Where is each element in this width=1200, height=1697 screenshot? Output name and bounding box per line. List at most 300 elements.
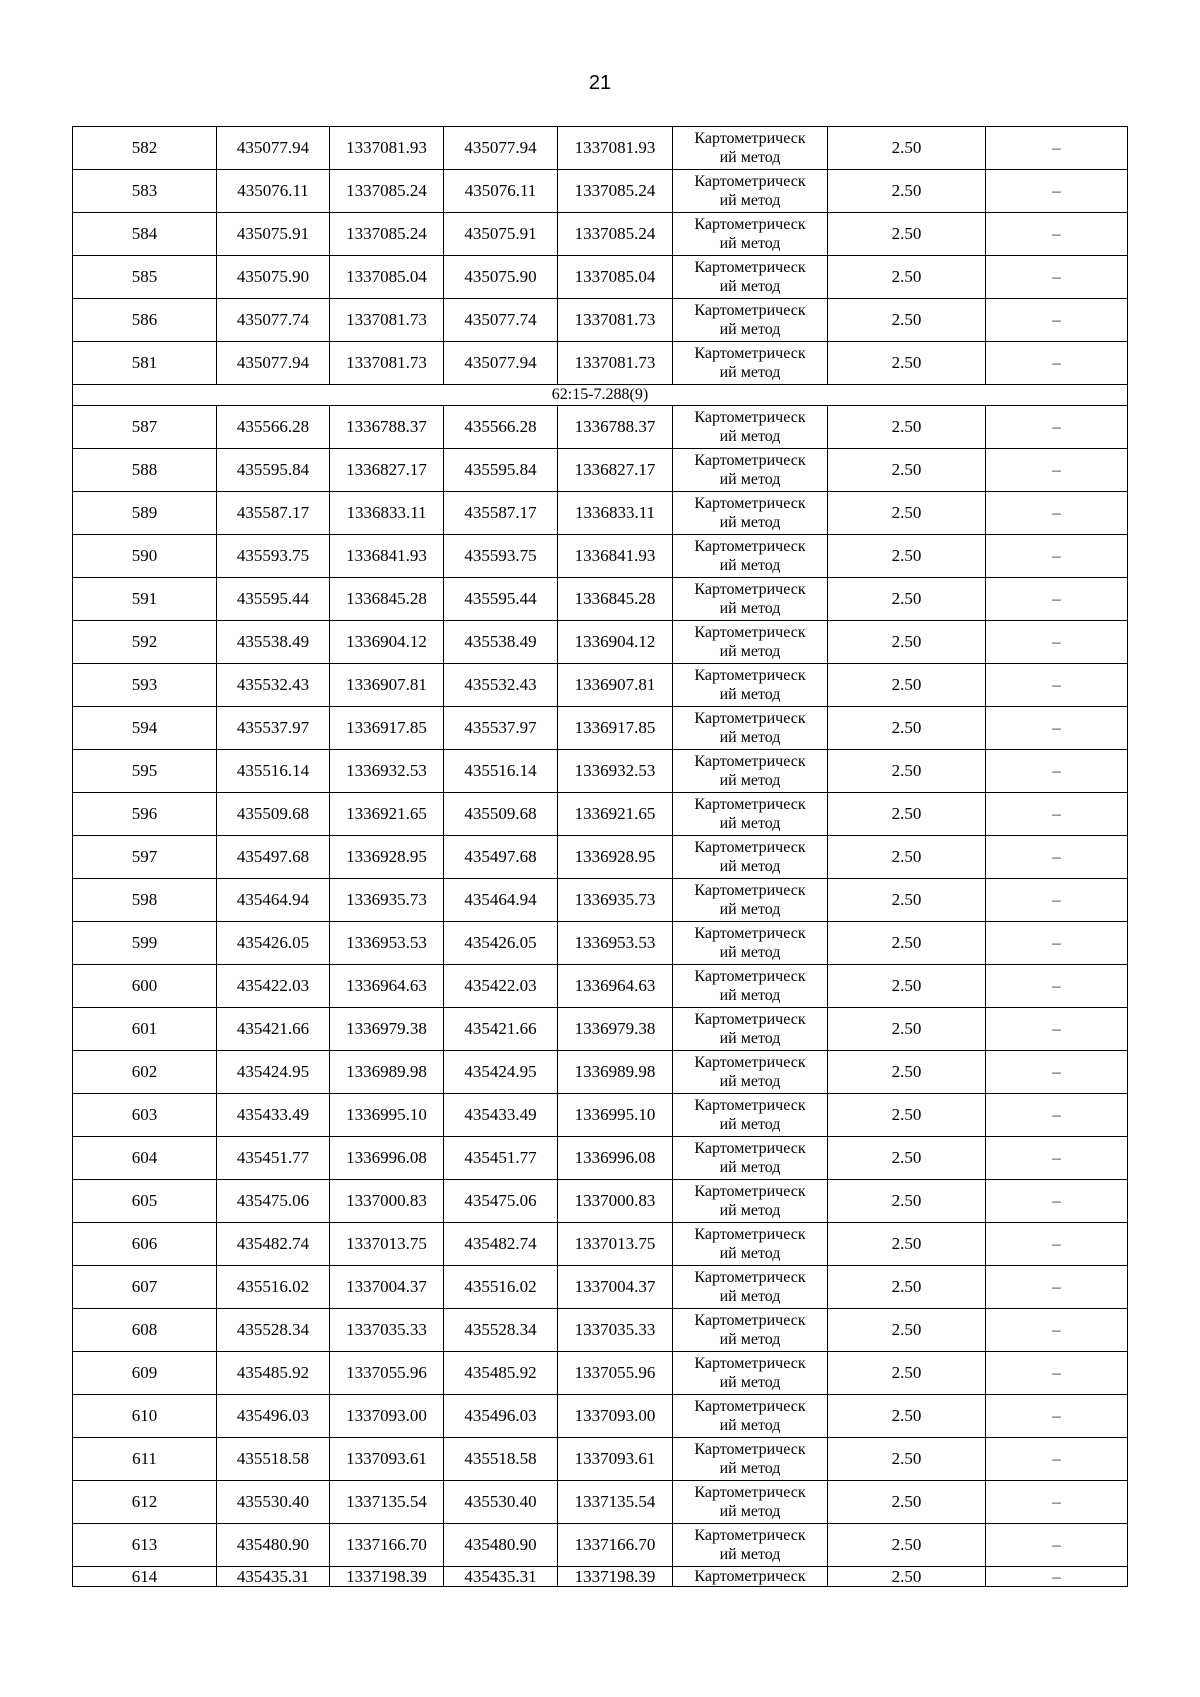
note-cell: – (986, 299, 1128, 342)
y-coordinate-new-cell: 1337055.96 (558, 1352, 673, 1395)
note-cell: – (986, 664, 1128, 707)
table-row (73, 1438, 1128, 1481)
x-coordinate-new-cell: 435485.92 (444, 1352, 558, 1395)
x-coordinate-new-cell: 435530.40 (444, 1481, 558, 1524)
x-coordinate-cell: 435480.90 (217, 1524, 330, 1567)
table-row (73, 256, 1128, 299)
x-coordinate-cell: 435528.34 (217, 1309, 330, 1352)
x-coordinate-cell: 435077.94 (217, 342, 330, 385)
x-coordinate-new-cell: 435595.84 (444, 449, 558, 492)
note-cell: – (986, 492, 1128, 535)
method-cell (673, 922, 828, 965)
point-number-cell: 611 (73, 1438, 217, 1481)
note-cell: – (986, 1352, 1128, 1395)
point-number-cell: 592 (73, 621, 217, 664)
x-coordinate-cell: 435422.03 (217, 965, 330, 1008)
y-coordinate-cell: 1337000.83 (330, 1180, 444, 1223)
method-line-2: ий метод (719, 235, 781, 252)
x-coordinate-new-cell: 435482.74 (444, 1223, 558, 1266)
method-line-2: ий метод (719, 1460, 781, 1477)
y-coordinate-cell: 1337081.73 (330, 299, 444, 342)
x-coordinate-cell: 435076.11 (217, 170, 330, 213)
accuracy-cell: 2.50 (828, 1438, 986, 1481)
accuracy-cell: 2.50 (828, 621, 986, 664)
method-cell (673, 1352, 828, 1395)
table-row (73, 127, 1128, 170)
table-row (73, 1180, 1128, 1223)
x-coordinate-new-cell: 435532.43 (444, 664, 558, 707)
y-coordinate-cell: 1336995.10 (330, 1094, 444, 1137)
method-line-1: Картометрическ (694, 538, 806, 555)
y-coordinate-cell: 1336989.98 (330, 1051, 444, 1094)
method-line-1: Картометрическ (694, 1355, 806, 1372)
point-number-cell: 582 (73, 127, 217, 170)
x-coordinate-cell: 435426.05 (217, 922, 330, 965)
y-coordinate-new-cell: 1336989.98 (558, 1051, 673, 1094)
point-number-cell: 600 (73, 965, 217, 1008)
accuracy-cell: 2.50 (828, 1051, 986, 1094)
y-coordinate-cell: 1336904.12 (330, 621, 444, 664)
y-coordinate-cell: 1336932.53 (330, 750, 444, 793)
point-number-cell: 604 (73, 1137, 217, 1180)
x-coordinate-cell: 435464.94 (217, 879, 330, 922)
table-row (73, 1524, 1128, 1567)
y-coordinate-new-cell: 1336833.11 (558, 492, 673, 535)
method-line-2: ий метод (719, 1288, 781, 1305)
method-cell (673, 750, 828, 793)
accuracy-cell: 2.50 (828, 256, 986, 299)
accuracy-cell: 2.50 (828, 1352, 986, 1395)
x-coordinate-cell: 435587.17 (217, 492, 330, 535)
y-coordinate-new-cell: 1336953.53 (558, 922, 673, 965)
y-coordinate-new-cell: 1336932.53 (558, 750, 673, 793)
accuracy-cell: 2.50 (828, 492, 986, 535)
x-coordinate-cell: 435075.91 (217, 213, 330, 256)
x-coordinate-new-cell: 435497.68 (444, 836, 558, 879)
method-line-2: ий метод (719, 643, 781, 660)
note-cell: – (986, 213, 1128, 256)
point-number-cell: 583 (73, 170, 217, 213)
method-cell (673, 1567, 828, 1587)
method-cell (673, 127, 828, 170)
x-coordinate-new-cell: 435593.75 (444, 535, 558, 578)
accuracy-cell: 2.50 (828, 750, 986, 793)
y-coordinate-cell: 1337198.39 (330, 1567, 444, 1587)
y-coordinate-new-cell: 1337198.39 (558, 1567, 673, 1587)
method-line-1: Картометрическ (694, 968, 806, 985)
y-coordinate-new-cell: 1337085.24 (558, 170, 673, 213)
note-cell: – (986, 1524, 1128, 1567)
method-line-2: ий метод (719, 1503, 781, 1520)
x-coordinate-new-cell: 435528.34 (444, 1309, 558, 1352)
y-coordinate-new-cell: 1337081.93 (558, 127, 673, 170)
method-line-1: Картометрическ (694, 1269, 806, 1286)
y-coordinate-cell: 1337093.00 (330, 1395, 444, 1438)
method-line-2: ий метод (719, 1073, 781, 1090)
method-cell (673, 1137, 828, 1180)
point-number-cell: 588 (73, 449, 217, 492)
point-number-cell: 584 (73, 213, 217, 256)
method-cell (673, 836, 828, 879)
point-number-cell: 581 (73, 342, 217, 385)
point-number-cell: 613 (73, 1524, 217, 1567)
accuracy-cell: 2.50 (828, 299, 986, 342)
y-coordinate-cell: 1336841.93 (330, 535, 444, 578)
y-coordinate-cell: 1337085.24 (330, 170, 444, 213)
y-coordinate-new-cell: 1336996.08 (558, 1137, 673, 1180)
method-line-1: Картометрическ (694, 839, 806, 856)
method-cell (673, 1223, 828, 1266)
method-line-1: Картометрическ (694, 495, 806, 512)
table-row (73, 406, 1128, 449)
method-line-1: Картометрическ (694, 216, 806, 233)
y-coordinate-cell: 1336964.63 (330, 965, 444, 1008)
y-coordinate-cell: 1337093.61 (330, 1438, 444, 1481)
method-line-2: ий метод (719, 1374, 781, 1391)
point-number-cell: 609 (73, 1352, 217, 1395)
x-coordinate-cell: 435595.44 (217, 578, 330, 621)
method-cell (673, 1524, 828, 1567)
method-line-2: ий метод (719, 944, 781, 961)
x-coordinate-cell: 435516.14 (217, 750, 330, 793)
accuracy-cell: 2.50 (828, 836, 986, 879)
x-coordinate-cell: 435435.31 (217, 1567, 330, 1587)
method-line-2: ий метод (719, 428, 781, 445)
method-line-2: ий метод (719, 149, 781, 166)
y-coordinate-new-cell: 1336904.12 (558, 621, 673, 664)
method-line-1: Картометрическ (694, 1441, 806, 1458)
note-cell: – (986, 1094, 1128, 1137)
y-coordinate-cell: 1336833.11 (330, 492, 444, 535)
accuracy-cell: 2.50 (828, 578, 986, 621)
accuracy-cell: 2.50 (828, 965, 986, 1008)
y-coordinate-new-cell: 1336928.95 (558, 836, 673, 879)
method-cell (673, 879, 828, 922)
x-coordinate-cell: 435485.92 (217, 1352, 330, 1395)
y-coordinate-cell: 1337013.75 (330, 1223, 444, 1266)
method-cell (673, 213, 828, 256)
point-number-cell: 595 (73, 750, 217, 793)
x-coordinate-new-cell: 435433.49 (444, 1094, 558, 1137)
y-coordinate-cell: 1337085.04 (330, 256, 444, 299)
method-line-2: ий метод (719, 471, 781, 488)
method-cell (673, 664, 828, 707)
method-line-1: Картометрическ (694, 1011, 806, 1028)
table-row (73, 1051, 1128, 1094)
y-coordinate-cell: 1337135.54 (330, 1481, 444, 1524)
table-body (73, 127, 1128, 1587)
table-row (73, 1094, 1128, 1137)
table-row (73, 170, 1128, 213)
method-cell (673, 707, 828, 750)
x-coordinate-new-cell: 435566.28 (444, 406, 558, 449)
method-cell (673, 793, 828, 836)
method-line-2: ий метод (719, 686, 781, 703)
x-coordinate-new-cell: 435075.90 (444, 256, 558, 299)
method-line-2: ий метод (719, 901, 781, 918)
y-coordinate-cell: 1337085.24 (330, 213, 444, 256)
y-coordinate-new-cell: 1336788.37 (558, 406, 673, 449)
y-coordinate-cell: 1336917.85 (330, 707, 444, 750)
point-number-cell: 605 (73, 1180, 217, 1223)
method-line-2: ий метод (719, 1331, 781, 1348)
point-number-cell: 587 (73, 406, 217, 449)
point-number-cell: 603 (73, 1094, 217, 1137)
method-line-1: Картометрическ (694, 259, 806, 276)
x-coordinate-new-cell: 435509.68 (444, 793, 558, 836)
method-line-2: ий метод (719, 1159, 781, 1176)
y-coordinate-new-cell: 1336979.38 (558, 1008, 673, 1051)
y-coordinate-cell: 1336907.81 (330, 664, 444, 707)
x-coordinate-new-cell: 435077.94 (444, 342, 558, 385)
method-line-2: ий метод (719, 1245, 781, 1262)
method-cell (673, 299, 828, 342)
point-number-cell: 589 (73, 492, 217, 535)
method-cell (673, 256, 828, 299)
x-coordinate-new-cell: 435475.06 (444, 1180, 558, 1223)
y-coordinate-new-cell: 1336827.17 (558, 449, 673, 492)
method-line-1: Картометрическ (694, 452, 806, 469)
point-number-cell: 614 (73, 1567, 217, 1587)
x-coordinate-cell: 435475.06 (217, 1180, 330, 1223)
method-line-2: ий метод (719, 815, 781, 832)
method-cell (673, 1008, 828, 1051)
method-line-1: Картометрическ (694, 173, 806, 190)
accuracy-cell: 2.50 (828, 1223, 986, 1266)
x-coordinate-cell: 435497.68 (217, 836, 330, 879)
note-cell: – (986, 1223, 1128, 1266)
point-number-cell: 586 (73, 299, 217, 342)
note-cell: – (986, 1567, 1128, 1587)
method-line-2: ий метод (719, 278, 781, 295)
table-row (73, 836, 1128, 879)
method-cell (673, 170, 828, 213)
method-line-1: Картометрическ (694, 1226, 806, 1243)
point-number-cell: 590 (73, 535, 217, 578)
x-coordinate-new-cell: 435422.03 (444, 965, 558, 1008)
section-label: 62:15-7.288(9) (73, 385, 1128, 406)
x-coordinate-new-cell: 435421.66 (444, 1008, 558, 1051)
point-number-cell: 607 (73, 1266, 217, 1309)
x-coordinate-new-cell: 435426.05 (444, 922, 558, 965)
point-number-cell: 585 (73, 256, 217, 299)
y-coordinate-cell: 1336845.28 (330, 578, 444, 621)
x-coordinate-new-cell: 435518.58 (444, 1438, 558, 1481)
note-cell: – (986, 1137, 1128, 1180)
note-cell: – (986, 1180, 1128, 1223)
method-line-2: ий метод (719, 1546, 781, 1563)
x-coordinate-new-cell: 435077.94 (444, 127, 558, 170)
y-coordinate-new-cell: 1337093.61 (558, 1438, 673, 1481)
y-coordinate-new-cell: 1337081.73 (558, 342, 673, 385)
table-row (73, 1352, 1128, 1395)
table-row (73, 1567, 1128, 1587)
x-coordinate-cell: 435421.66 (217, 1008, 330, 1051)
y-coordinate-cell: 1337166.70 (330, 1524, 444, 1567)
y-coordinate-new-cell: 1337013.75 (558, 1223, 673, 1266)
note-cell: – (986, 707, 1128, 750)
method-line-1: Картометрическ (694, 1484, 806, 1501)
method-cell (673, 1094, 828, 1137)
y-coordinate-new-cell: 1337004.37 (558, 1266, 673, 1309)
accuracy-cell: 2.50 (828, 879, 986, 922)
method-line-1: Картометрическ (694, 1140, 806, 1157)
method-line-2: ий метод (719, 1116, 781, 1133)
table-row (73, 1481, 1128, 1524)
x-coordinate-cell: 435077.74 (217, 299, 330, 342)
method-line-1: Картометрическ (694, 1183, 806, 1200)
x-coordinate-new-cell: 435424.95 (444, 1051, 558, 1094)
note-cell: – (986, 922, 1128, 965)
x-coordinate-cell: 435424.95 (217, 1051, 330, 1094)
method-line-1: Картометрическ (694, 409, 806, 426)
accuracy-cell: 2.50 (828, 1395, 986, 1438)
y-coordinate-cell: 1336935.73 (330, 879, 444, 922)
note-cell: – (986, 750, 1128, 793)
method-cell (673, 1180, 828, 1223)
x-coordinate-cell: 435077.94 (217, 127, 330, 170)
accuracy-cell: 2.50 (828, 1266, 986, 1309)
method-line-1: Картометрическ (694, 1312, 806, 1329)
x-coordinate-new-cell: 435075.91 (444, 213, 558, 256)
x-coordinate-cell: 435537.97 (217, 707, 330, 750)
x-coordinate-new-cell: 435076.11 (444, 170, 558, 213)
note-cell: – (986, 1395, 1128, 1438)
x-coordinate-new-cell: 435496.03 (444, 1395, 558, 1438)
x-coordinate-cell: 435075.90 (217, 256, 330, 299)
x-coordinate-new-cell: 435464.94 (444, 879, 558, 922)
table-row (73, 1223, 1128, 1266)
note-cell: – (986, 342, 1128, 385)
point-number-cell: 612 (73, 1481, 217, 1524)
y-coordinate-cell: 1337081.73 (330, 342, 444, 385)
note-cell: – (986, 836, 1128, 879)
table-row (73, 965, 1128, 1008)
y-coordinate-cell: 1336996.08 (330, 1137, 444, 1180)
x-coordinate-new-cell: 435538.49 (444, 621, 558, 664)
method-line-2: ий метод (719, 772, 781, 789)
note-cell: – (986, 1309, 1128, 1352)
y-coordinate-new-cell: 1336917.85 (558, 707, 673, 750)
note-cell: – (986, 127, 1128, 170)
accuracy-cell: 2.50 (828, 1137, 986, 1180)
table-row (73, 793, 1128, 836)
x-coordinate-new-cell: 435516.14 (444, 750, 558, 793)
accuracy-cell: 2.50 (828, 170, 986, 213)
table-row (73, 492, 1128, 535)
method-line-2: ий метод (719, 1202, 781, 1219)
method-cell (673, 1309, 828, 1352)
x-coordinate-cell: 435566.28 (217, 406, 330, 449)
table-row (73, 1266, 1128, 1309)
method-cell (673, 621, 828, 664)
x-coordinate-cell: 435530.40 (217, 1481, 330, 1524)
method-line-2: ий метод (719, 987, 781, 1004)
y-coordinate-cell: 1336788.37 (330, 406, 444, 449)
section-header-row (73, 385, 1128, 406)
x-coordinate-cell: 435496.03 (217, 1395, 330, 1438)
table-row (73, 213, 1128, 256)
accuracy-cell: 2.50 (828, 1094, 986, 1137)
note-cell: – (986, 406, 1128, 449)
note-cell: – (986, 1266, 1128, 1309)
method-line-1: Картометрическ (694, 345, 806, 362)
accuracy-cell: 2.50 (828, 127, 986, 170)
x-coordinate-cell: 435516.02 (217, 1266, 330, 1309)
x-coordinate-new-cell: 435537.97 (444, 707, 558, 750)
y-coordinate-cell: 1337035.33 (330, 1309, 444, 1352)
y-coordinate-new-cell: 1337093.00 (558, 1395, 673, 1438)
method-cell (673, 1481, 828, 1524)
point-number-cell: 602 (73, 1051, 217, 1094)
method-line-1: Картометрическ (694, 302, 806, 319)
y-coordinate-new-cell: 1337085.04 (558, 256, 673, 299)
method-line-1: Картометрическ (694, 1568, 806, 1585)
accuracy-cell: 2.50 (828, 922, 986, 965)
y-coordinate-new-cell: 1336841.93 (558, 535, 673, 578)
method-line-2: ий метод (719, 364, 781, 381)
point-number-cell: 610 (73, 1395, 217, 1438)
table-row (73, 750, 1128, 793)
x-coordinate-cell: 435538.49 (217, 621, 330, 664)
table-row (73, 449, 1128, 492)
method-line-2: ий метод (719, 858, 781, 875)
x-coordinate-new-cell: 435587.17 (444, 492, 558, 535)
method-line-1: Картометрическ (694, 581, 806, 598)
x-coordinate-new-cell: 435077.74 (444, 299, 558, 342)
accuracy-cell: 2.50 (828, 707, 986, 750)
note-cell: – (986, 256, 1128, 299)
x-coordinate-cell: 435532.43 (217, 664, 330, 707)
note-cell: – (986, 965, 1128, 1008)
accuracy-cell: 2.50 (828, 535, 986, 578)
note-cell: – (986, 793, 1128, 836)
method-cell (673, 1395, 828, 1438)
method-cell (673, 1051, 828, 1094)
table-row (73, 578, 1128, 621)
method-line-1: Картометрическ (694, 796, 806, 813)
x-coordinate-new-cell: 435516.02 (444, 1266, 558, 1309)
x-coordinate-cell: 435451.77 (217, 1137, 330, 1180)
y-coordinate-new-cell: 1337081.73 (558, 299, 673, 342)
y-coordinate-cell: 1337055.96 (330, 1352, 444, 1395)
method-line-1: Картометрическ (694, 710, 806, 727)
note-cell: – (986, 535, 1128, 578)
method-line-1: Картометрическ (694, 1054, 806, 1071)
point-number-cell: 594 (73, 707, 217, 750)
method-line-1: Картометрическ (694, 753, 806, 770)
point-number-cell: 608 (73, 1309, 217, 1352)
method-line-2: ий метод (719, 600, 781, 617)
x-coordinate-new-cell: 435480.90 (444, 1524, 558, 1567)
point-number-cell: 591 (73, 578, 217, 621)
table-row (73, 342, 1128, 385)
method-line-1: Картометрическ (694, 1398, 806, 1415)
method-line-1: Картометрическ (694, 882, 806, 899)
method-cell (673, 535, 828, 578)
note-cell: – (986, 879, 1128, 922)
table-row (73, 922, 1128, 965)
table-row (73, 1395, 1128, 1438)
table-row (73, 879, 1128, 922)
note-cell: – (986, 1051, 1128, 1094)
method-cell (673, 492, 828, 535)
y-coordinate-cell: 1336953.53 (330, 922, 444, 965)
y-coordinate-cell: 1336979.38 (330, 1008, 444, 1051)
y-coordinate-cell: 1336921.65 (330, 793, 444, 836)
y-coordinate-new-cell: 1336964.63 (558, 965, 673, 1008)
x-coordinate-cell: 435518.58 (217, 1438, 330, 1481)
